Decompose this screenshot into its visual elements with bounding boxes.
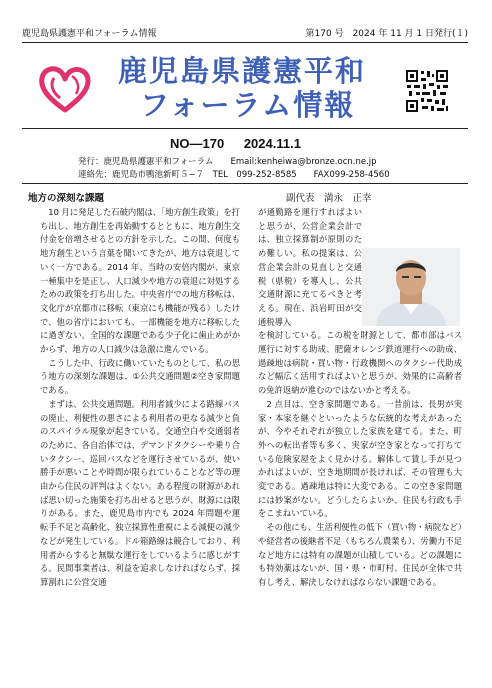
masthead	[22, 48, 468, 128]
header-publication-name: 鹿児島県護憲平和フォーラム情報	[22, 29, 157, 39]
publisher-rule	[22, 183, 468, 184]
masthead-title	[118, 54, 408, 122]
article-column-left	[40, 206, 240, 590]
article-paragraph: を検討している。この税を財源として、都市部はバス運行に対する助成、肥薩オレンジ鉄道運行への助成、過疎地は病院・買い物・行政機関へのタクシー代助成など幅広く活用すればよいと思うが、効果的に高齢者の免許返納が進むのではないかと考える。	[258, 330, 462, 396]
masthead-title-line1: 鹿児島県護憲平和	[118, 54, 367, 88]
publisher-info	[78, 156, 390, 182]
issue-line	[170, 136, 317, 151]
newsletter-header	[22, 27, 468, 41]
article-paragraph: その他にも、生活利便性の低下（買い物・病院など）や経営者の後継者不足（もちろん農業も）、労働力不足など地方には特有の課題が山積している。どの課題にも特効薬はないが、国・県・市町村、住民が全体で共有し考え、解決しなければならない課題である。	[258, 522, 462, 587]
article-paragraph: まずは、公共交通問題。利用者減少による路線バスの廃止、利便性の悪さによる利用者の更なる減少と負のスパイラル現象が起きている。交通空白や交通弱者のために、各自治体では、デマンドタクシーや乗り合いタクシー、巡回バスなどを運行させているが、使い勝手が悪いことや時間が限られていることなど等の理由から住民の評判はよくない。ある程度の財源があれば思い切った施策を打ち出せると思うが、財源には限りがある。また、鹿児島市内でも 2024 年問題や運転手不足と高齢化、独立採算性重視による減便の減少などが発生している。ドル箱路線は競合しており、利用者からすると無駄な運行をしているように感じがする。民間事業者は、利益を追求しなければならず、採算割れに公営交通	[40, 398, 240, 587]
contact-line: 連絡先：鹿児島市鴨池新町５−７ TEL 099-252-8585 FAX099-258-4560	[78, 170, 390, 180]
article-paragraph: が通勤路を運行すればよいと思うが、公営企業会計では、独立採算制が原則のため難しい。私の提案は、公営企業会計の見直しと交通税（県税）を導入し、公共交通財源に充てるべきと考える。現在、浜岩町田が交通税導入	[258, 207, 362, 327]
heart-logo-icon	[36, 60, 94, 118]
qr-code-icon	[404, 68, 450, 114]
article-heading-row	[22, 190, 468, 204]
header-rule	[22, 42, 468, 43]
article-paragraph: 10 月に発足した石破内閣は、「地方創生政策」を打ち出し、地方創生を再始動するとともに、地方創生交付金を倍増させるとの方針を示した。この間、何度も地方創生という言葉を聞いてきたが、地方は衰退していく一方である。2014 年、当時の安倍内閣が、東京一極集中を是正し、人口減少や地方の衰退に対処するための政策を打ち出した。中央省庁での地方移転は、文化庁が京都市に移転（東京にも機能が残る）したけで、他の省庁においても、一部機能を地方に移転したに過ぎない。全国的な課題である少子化に歯止めがかからず、地方の人口減少は急激に進んでいる。	[40, 207, 240, 355]
article-paragraph: こうした中、行政に働いていたものとして、私の思う地方の深刻な課題は、①公共交通問題②空き家問題である。	[40, 357, 240, 396]
header-issue-info: 第170 号 2024 年 11 月 1 日発行(１)	[305, 29, 468, 39]
masthead-title-line2: フォーラム情報	[140, 88, 356, 122]
author-portrait-photo	[362, 248, 460, 326]
issue-date: 2024.11.1	[243, 136, 301, 151]
article-author: 副代表 満永 正幸	[286, 193, 372, 204]
article-paragraph: 2 点目は、空き家問題である。一昔前は、長男が実家・本家を継ぐといったような伝統的な考えがあったが、今やそれぞれが独立した家族を建てる。また、町外への転出者等も多く、実家が空き家となって打ちている危険家屋をよく見かける。解体して賃し手が見つかればよいが、空き地期間が長ければ、その管理も大変である。過疎地は特に大変である。この空き家問題には妙案がない。どうしたらよいか、住民も行政も手をこまねいている。	[258, 398, 462, 519]
article-title: 地方の深刻な課題	[28, 193, 105, 204]
masthead-rule	[22, 128, 468, 129]
publisher-line: 発行：鹿児島県護憲平和フォーラム Email:kenheiwa@bronze.ocn.ne.jp	[78, 157, 377, 167]
issue-number: NO―170	[170, 136, 225, 151]
